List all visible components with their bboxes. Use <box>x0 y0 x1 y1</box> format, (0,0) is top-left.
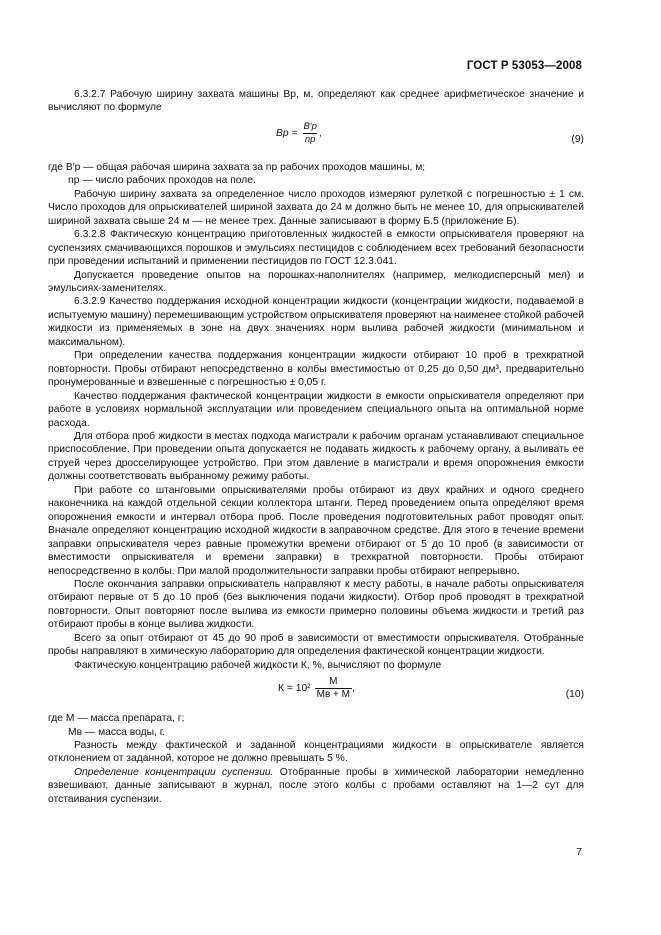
paragraph-6-3-2-8-2: Допускается проведение опытов на порошках-наполнителях (например, мелкодисперсный мел) и эмульсиях-заменителях. <box>48 269 584 294</box>
paragraph-6-3-2-9-5: При работе со штанговыми опрыскивателями пробы отбирают из двух крайних и одного среднего наконечника на каждой отдельной секции коллектора штанги. Перед проведением опыта определяют время опорожнения емкости и интервал отбора проб. После проведения подготовительных работ проводят опыт. Вначале определяют концентрацию исходной жидкости в заправочном средстве. Для этого в течение времени заправки опрыскивателя через равные промежутки времени отбирают от 5 до 10 проб (в зависимости от вместимости опрыскивателя и времени заправки) в трехкратной повторности. Пробы отбирают непосредственно в колбы. При малой продолжительности заправки пробы отбирают непрерывно. <box>48 484 584 577</box>
paragraph-6-3-2-9-1: 6.3.2.9 Качество поддержания исходной концентрации жидкости (концентрации жидкости, подаваемой в испытуемую машину) перемешивающим устройством опрыскивателя проверяют на наименее стойкой рабочей жидкости из применяемых в зоне на двух значениях норм вылива рабочей жидкости (минимальном и максимальном). <box>48 296 584 348</box>
formula-10-where-2: Мв — масса воды, г. <box>68 726 166 738</box>
paragraph-6-3-2-9-8: Фактическую концентрацию рабочей жидкости К, %, вычисляют по формуле <box>74 659 442 671</box>
formula-10-numerator: М <box>329 676 338 688</box>
formula-9-number: (9) <box>571 133 584 145</box>
formula-9-where-2: nр — число рабочих проходов на поле. <box>68 175 256 187</box>
formula-9-fraction <box>301 121 318 146</box>
paragraph-6-3-2-7-intro: 6.3.2.7 Рабочую ширину захвата машины Bр, м, определяют как среднее арифметическое значение и вычисляют по формуле <box>48 89 584 114</box>
paragraph-6-3-2-7-measure: Рабочую ширину захвата за определенное число проходов измеряют рулеткой с погрешностью ± 1 см. Число проходов для опрыскивателей шириной захвата до 24 м должно быть не менее 10, для опрыскивателей шириной захвата свыше 24 м — не менее трех. Данные записывают в форму Б.5 (приложение Б). <box>48 188 584 227</box>
paragraph-6-3-2-9-3: Качество поддержания фактической концентрации жидкости в емкости опрыскивателя определяют при работе в условиях нормальной эксплуатации или проведением специального опыта на оптимальной норме расхода. <box>48 390 584 429</box>
formula-9-where-1: где B′р — общая рабочая ширина захвата за nр рабочих проходов машины, м; <box>48 161 426 173</box>
paragraph-6-3-2-9-10 <box>48 766 584 806</box>
paragraph-6-3-2-9-9: Разность между фактической и заданной концентрациями жидкости в опрыскивателе является отклонением от заданной, которое не должно превышать 5 %. <box>48 740 584 765</box>
document-body <box>48 88 584 806</box>
formula-10-comma: , <box>352 682 355 694</box>
formula-10-fraction <box>315 676 352 701</box>
formula-9 <box>48 117 584 157</box>
formula-9-numerator: B′р <box>303 120 317 132</box>
formula-10-lhs: К = 10² <box>278 682 311 694</box>
formula-9-comma: , <box>318 127 322 139</box>
standard-header: ГОСТ Р 53053—2008 <box>466 60 582 72</box>
formula-10 <box>48 676 584 710</box>
paragraph-6-3-2-9-2: При определении качества поддержания концентрации жидкости отбирают 10 проб в трехкратной повторности. Пробы отбирают непосредственно в колбы вместимостью от 0,25 до 0,50 дм³, предварительно пронумерованные и взвешенные с погрешностью ± 0,05 г. <box>48 350 584 389</box>
paragraph-6-3-2-9-6: После окончания заправки опрыскиватель направляют к месту работы, в начале работы опрыскивателя отбирают первые от 5 до 10 проб (без выключения подачи жидкости). Отбор проб проводят в трехкратной повторности. Опыт повторяют после вылива из емкости примерно половины объема жидкости и третий раз отбирают пробы в конце вылива жидкости. <box>48 578 584 631</box>
paragraph-6-3-2-9-10-rest: Отобранные пробы в химической лаборатории немедленно взвешивают, данные записывают в журнал, после этого колбы с пробами оставляют на 1—2 сут для отстаивания суспензии. <box>48 766 584 805</box>
paragraph-6-3-2-8-1: 6.3.2.8 Фактическую концентрацию приготовленных жидкостей в емкости опрыскивателя проверяют на суспензиях смачивающихся порошков и эмульсиях пестицидов с соблюдением всех требований безопасности при проведении испытаний и применении пестицидов по ГОСТ 12.3.041. <box>48 229 584 268</box>
formula-9-lhs: Bр = <box>276 127 298 139</box>
paragraph-6-3-2-9-10-italic: Определение концентрации суспензии. <box>74 766 274 778</box>
formula-10-denominator: Мв + М <box>316 689 350 701</box>
formula-9-denominator: nр <box>304 133 316 145</box>
page-number: 7 <box>576 846 582 858</box>
paragraph-6-3-2-9-4: Для отбора проб жидкости в местах подхода магистрали к рабочим органам устанавливают специальное приспособление. При проведении опыта допускается не подавать жидкость к рабочему органу, а выливать ее струей через дросселирующее устройство. При этом давление в магистрали и время опорожнения емкости должны соответствовать выбранному режиму работы. <box>48 430 584 483</box>
paragraph-6-3-2-9-7: Всего за опыт отбирают от 45 до 90 проб в зависимости от вместимости опрыскивателя. Отобранные пробы направляют в химическую лабораторию для определения фактической концентрации жидкости. <box>48 632 584 658</box>
formula-10-number: (10) <box>565 689 584 701</box>
formula-10-where-1: где М — масса препарата, г; <box>48 713 185 725</box>
